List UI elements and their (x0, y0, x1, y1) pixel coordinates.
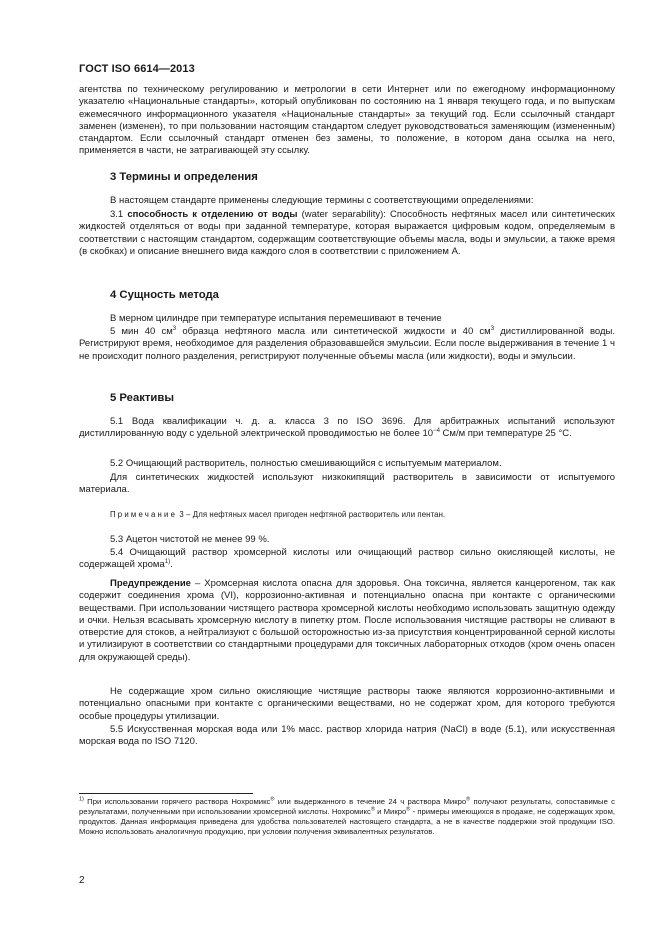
registered-mark: ® (466, 796, 471, 803)
note-3 (110, 510, 445, 519)
footnote-divider (79, 793, 253, 794)
cube-superscript: 3 (172, 325, 177, 332)
warning-paragraph (79, 578, 615, 664)
section-4-para-1: В мерном цилиндре при температуре испытания перемешивают в течение (110, 313, 442, 324)
footnote-marker: 1) (79, 796, 84, 803)
footnote-text: - примеры имеющихся в продаже, не содержащих хром, продуктов. Данная информация приведена для удобства пользователей настоящего стандарта, а не в качестве поддержки этой продукции ISO. Можно использовать аналогичную продукцию, при условии получения эквивалентных результатов. (79, 807, 615, 836)
reagent-5-2: 5.2 Очищающий растворитель, полностью смешивающийся с испытуемым материалом. (110, 458, 502, 469)
reagent-5-4-end: . (170, 559, 173, 571)
reagent-5-4-text: 5.4 Очищающий раствор хромсерной кислоты или очищающий раствор сильно окисляющей кислоты, не содержащей хрома (79, 547, 615, 571)
section-4-para-2 (79, 326, 615, 363)
reagent-5-1 (79, 416, 615, 441)
reagent-5-1-text-b: См/м при температуре 25 °С. (439, 428, 572, 440)
section-3-para-1: В настоящем стандарте применены следующие термины с соответствующими определениями: (110, 195, 534, 206)
page-number: 2 (79, 875, 85, 886)
footnote-text: или выдержанного в течение 24 ч раствора Микро (274, 797, 467, 806)
method-text-b: образца нефтяного масла или синтетической жидкости и 40 см (176, 326, 491, 337)
non-chrome-paragraph: Не содержащие хром сильно окисляющие чистящие растворы также являются коррозионно-активными и потенциально опасными при контакте с органическими веществами, но не содержат хром, для которого требуются особые процедуры утилизации. (79, 686, 615, 722)
term-number: 3.1 (110, 209, 124, 220)
term-name: способность к отделению от воды (127, 209, 298, 220)
registered-mark: ® (370, 806, 375, 813)
footnote-text: и Микро (374, 807, 407, 816)
intro-paragraph: агентства по техническому регулированию и метрологии в сети Интернет или по ежегодному информационному указателю «Национальные стандарты», который опубликован по состоянию на 1 января текущего года, и по выпускам ежемесячного информационного указателя «Национальные стандарты» за текущий год. Если ссылочный стандарт заменен (изменен), то при пользовании настоящим стандартом следует руководствоваться заменяющим (измененным) стандартом. Если ссылочный стандарт отменен без замены, то положение, в котором дана ссылка на него, применяется в части, не затрагивающей эту ссылку. (79, 84, 615, 157)
reagent-5-2-note: Для синтетических жидкостей используют низкокипящий растворитель в зависимости от испытуемого материала. (79, 472, 615, 496)
footnote-text: При использовании горячего раствора Нохромикс (83, 797, 271, 806)
footnote-ref: 1) (164, 559, 171, 566)
warning-label: Предупреждение (110, 578, 191, 589)
section-5-heading: 5 Реактивы (110, 392, 174, 404)
note-text: 3 – Для нефтяных масел пригоден нефтяной растворитель или пентан. (177, 510, 446, 519)
reagent-5-1-text-a: 5.1 Вода квалификации ч. д. а. класса 3 по ISO 3696. Для арбитражных испытаний используют дистиллированную воду с удельной электрической проводимостью не более 10 (79, 416, 615, 440)
reagent-5-4 (79, 547, 615, 572)
registered-mark: ® (406, 806, 411, 813)
term-definition: (water separability): Способность нефтяных масел или синтетических жидкостей отделяться от воды при заданной температуре, которая выражается цифровым кодом, определяемым в соответствии с настоящим стандартом, содержащим соответствующие объемы масла, воды и эмульсии, а также время (в скобках) и описание внешнего вида каждого слоя в соответствии с приложением А. (79, 209, 616, 257)
reagent-5-5: 5.5 Искусственная морская вода или 1% масс. раствор хлорида натрия (NaCl) в воде (5.1), или искусственная морская вода по ISO 7120. (79, 724, 615, 748)
method-text-a: 5 мин 40 см (110, 326, 173, 337)
section-4-heading: 4 Сущность метода (110, 289, 219, 301)
section-3-heading: 3 Термины и определения (110, 171, 258, 183)
cube-superscript: 3 (490, 325, 495, 332)
warning-text: – Хромсерная кислота опасна для здоровья. Она токсична, является канцерогеном, так как содержит соединения хрома (VI), коррозионно-активная и потенциально опасна при контакте с органическими веществами. При использовании чистящего раствора хромсерной кислоты необходимо использовать защитную одежду и очки. Нельзя всасывать хромсерную кислоту в пипетку ртом. После использования чистящие растворы не сливают в отверстие для стоков, а нейтрализуют с большой осторожностью из-за присутствия концентрированной серной кислоты и утилизируют в соответствии со стандартными процедурами для токсичных лабораторных отходов (хром очень опасен для окружающей среды). (79, 578, 615, 663)
note-label: Примечание (110, 510, 178, 519)
method-text-c: дистиллированной воды. Регистрируют время, необходимое для разделения образовавшейся эмульсии. Если после выдерживания в течение 1 ч не происходит полного разделения, регистрируют полученные объемы масла (или жидкости), воды и эмульсии. (79, 326, 615, 362)
document-header: ГОСТ ISO 6614—2013 (79, 63, 195, 75)
registered-mark: ® (270, 796, 275, 803)
reagent-5-3: 5.3 Ацетон чистотой не менее 99 %. (110, 534, 270, 545)
exponent-superscript: −4 (433, 428, 440, 435)
footnote (79, 797, 615, 837)
footnote-text: получают результаты, сопоставимые с результатами, полученными при использовании хромсерной кислоты. Нохромикс (79, 797, 615, 816)
term-3-1 (79, 209, 615, 258)
